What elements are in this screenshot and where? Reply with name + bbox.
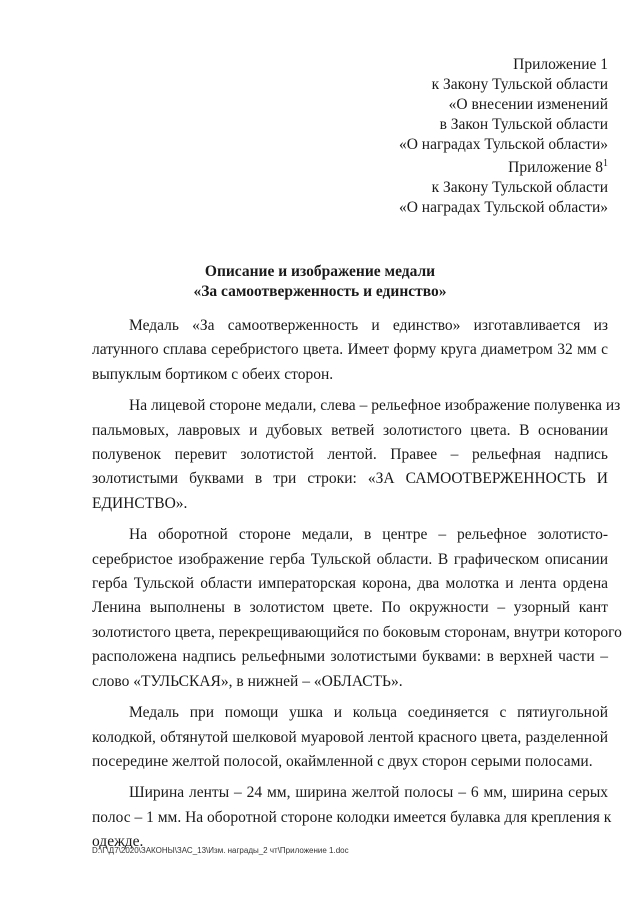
- text-line: Медаль при помощи ушка и кольца соединяется с пятиугольной: [129, 704, 608, 722]
- text-line: колодкой, обтянутой шелковой муаровой лентой красного цвета, разделенной: [92, 728, 608, 746]
- text-line: ЕДИНСТВО».: [92, 494, 188, 512]
- text-line: полос – 1 мм. На оборотной стороне колодки имеется булавка для крепления к: [92, 808, 612, 826]
- text-line: герба Тульской области императорская корона, два молотка и лента ордена: [92, 575, 608, 593]
- appendix-1-line: в Закон Тульской области: [439, 116, 608, 133]
- text-line: одежде.: [92, 833, 144, 851]
- text-line: На оборотной стороне медали, в центре – рельефное золотисто-: [129, 526, 608, 544]
- text-line: золотистыми буквами в три строки: «ЗА САМООТВЕРЖЕННОСТЬ И: [92, 470, 608, 488]
- paragraph-4: [92, 701, 608, 774]
- text-line: полувенок перевит золотистой лентой. Правее – рельефная надпись: [92, 446, 608, 464]
- appendix-1-line: «О наградах Тульской области»: [398, 136, 608, 153]
- appendix-1-line: к Закону Тульской области: [431, 76, 608, 93]
- paragraph-5: [92, 781, 612, 854]
- appendix-1-line: Приложение 1: [513, 56, 608, 73]
- text-line: золотистого цвета, перекрещивающийся по боковым сторонам, внутри которого: [92, 623, 622, 641]
- text-line: серебристое изображение герба Тульской области. В графическом описании: [92, 550, 608, 568]
- title-line-2: «За самоотверженность и единство»: [193, 283, 447, 300]
- paragraph-2: [92, 394, 621, 516]
- text-line: На лицевой стороне медали, слева – рельефное изображение полувенка из: [129, 397, 621, 415]
- text-line: Ленина выполнены в золотистом цвете. По окружности – узорный кант: [92, 599, 608, 617]
- appendix-2-heading: [399, 158, 608, 178]
- document-title: [0, 262, 640, 302]
- paragraph-1: [92, 314, 608, 387]
- appendix-2-line: к Закону Тульской области: [431, 179, 608, 196]
- file-path-footer: D:\Г\Д7\2020\ЗАКОНЫ\ЗАС_13\Изм. награды_2 чт\Приложение 1.doc: [92, 846, 349, 855]
- text-line: посередине желтой полосой, окаймленной с двух сторон серыми полосами.: [92, 752, 593, 770]
- appendix-1-line: «О внесении изменений: [448, 96, 608, 113]
- text-line: пальмовых, лавровых и дубовых ветвей золотистого цвета. В основании: [92, 421, 608, 439]
- appendix-2-block: [399, 158, 608, 218]
- text-line: слово «ТУЛЬСКАЯ», в нижней – «ОБЛАСТЬ».: [92, 672, 403, 690]
- body-text: [92, 314, 622, 862]
- appendix-2-heading-text: Приложение 8: [508, 159, 603, 176]
- text-line: расположена надпись рельефными золотистыми буквами: в верхней части –: [92, 648, 608, 666]
- appendix-2-heading-sup: 1: [603, 158, 608, 169]
- text-line: Медаль «За самоотверженность и единство» изготавливается из: [129, 317, 608, 334]
- title-line-1: Описание и изображение медали: [204, 263, 436, 280]
- appendix-2-line: «О наградах Тульской области»: [398, 199, 608, 216]
- appendix-1-block: [399, 55, 608, 155]
- text-line: латунного сплава серебристого цвета. Имеет форму круга диаметром 32 мм с: [92, 341, 608, 359]
- text-line: выпуклым бортиком с обеих сторон.: [92, 365, 334, 383]
- text-line: Ширина ленты – 24 мм, ширина желтой полосы – 6 мм, ширина серых: [129, 784, 608, 802]
- paragraph-3: [92, 523, 622, 694]
